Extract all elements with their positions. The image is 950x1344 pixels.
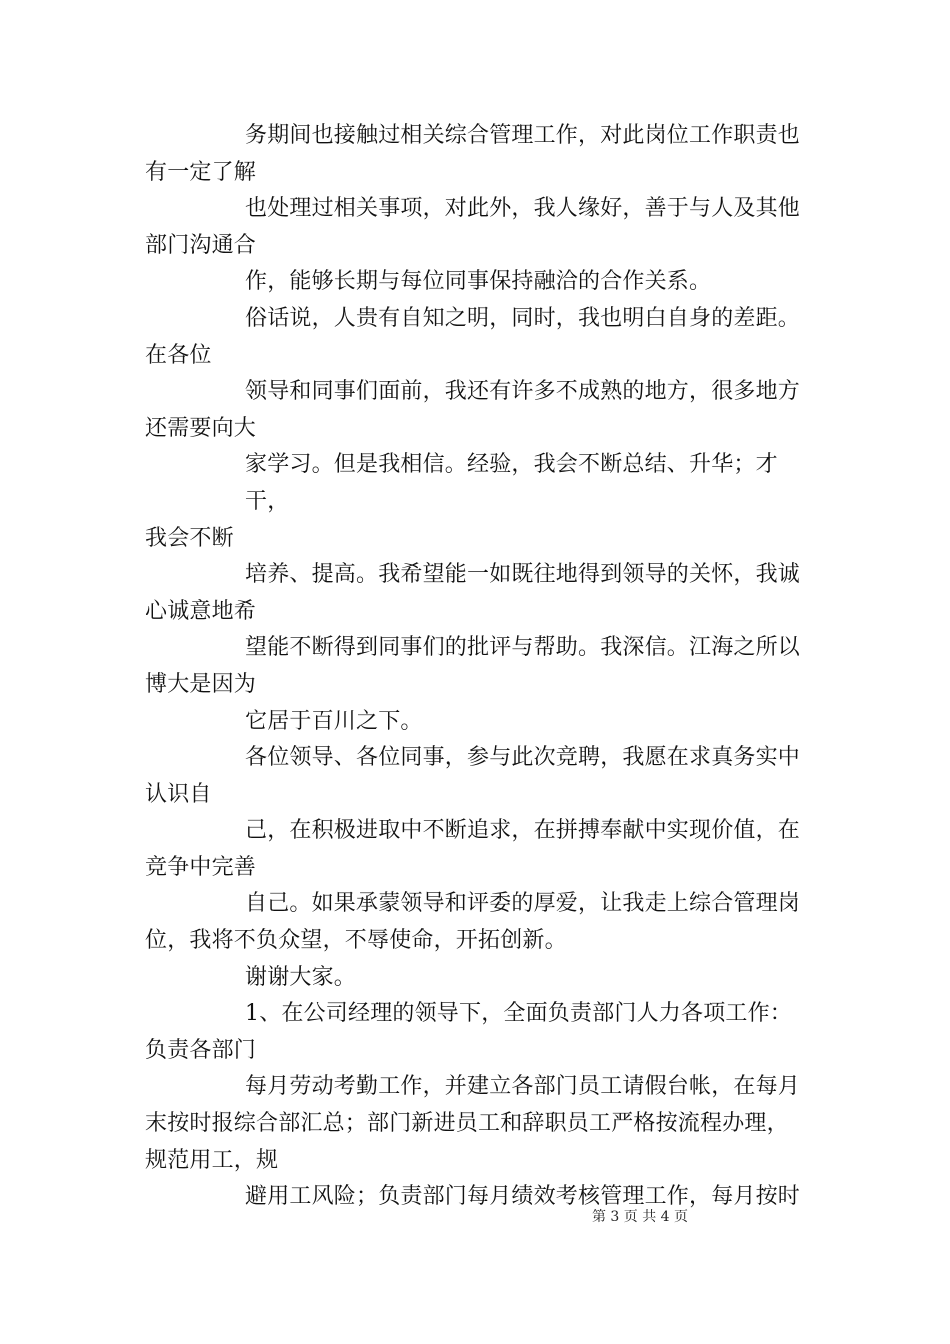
text-line: 每月劳动考勤工作，并建立各部门员工请假台帐，在每月	[245, 1074, 801, 1100]
text-line: 部门沟通合	[145, 232, 257, 258]
text-line: 末按时报综合部汇总；部门新进员工和辞职员工严格按流程办理，	[145, 1111, 789, 1137]
text-line: 我会不断	[145, 525, 234, 551]
text-line: 博大是因为	[145, 671, 257, 697]
text-line: 各位领导、各位同事，参与此次竞聘，我愿在求真务实中	[245, 745, 801, 771]
text-line: 望能不断得到同事们的批评与帮助。我深信。江海之所以	[245, 635, 801, 661]
text-line: 位，我将不负众望，不辱使命，开拓创新。	[145, 928, 567, 954]
text-line: 规范用工，规	[145, 1147, 279, 1173]
text-line: 谢谢大家。	[245, 964, 357, 990]
page-number-label: 第 3 页 共 4 页	[591, 1209, 689, 1225]
text-line: 领导和同事们面前，我还有许多不成熟的地方，很多地方	[245, 379, 801, 405]
text-line: 负责各部门	[145, 1037, 257, 1063]
text-line: 认识自	[145, 781, 212, 807]
text-line: 心诚意地希	[145, 598, 257, 624]
text-line: 竞争中完善	[145, 854, 257, 880]
text-line: 还需要向大	[145, 415, 257, 441]
document-body	[145, 118, 815, 1216]
text-line: 避用工风险；负责部门每月绩效考核管理工作，每月按时	[245, 1184, 801, 1210]
text-line: 己，在积极进取中不断追求，在拼搏奉献中实现价值，在	[245, 818, 801, 844]
text-line: 1、在公司经理的领导下，全面负责部门人力各项工作：	[245, 1001, 792, 1027]
text-line: 也处理过相关事项，对此外，我人缘好，善于与人及其他	[245, 196, 801, 222]
text-line: 自己。如果承蒙领导和评委的厚爱，让我走上综合管理岗	[245, 891, 801, 917]
text-line: 家学习。但是我相信。经验，我会不断总结、升华；才干，	[245, 452, 778, 514]
text-line: 俗话说，人贵有自知之明，同时，我也明白自身的差距。	[245, 305, 801, 331]
text-line: 务期间也接触过相关综合管理工作，对此岗位工作职责也	[245, 123, 801, 148]
text-line: 它居于百川之下。	[245, 708, 423, 734]
text-line: 培养、提高。我希望能一如既往地得到领导的关怀，我诚	[245, 562, 801, 588]
page-footer	[0, 1206, 950, 1226]
text-line: 有一定了解	[145, 159, 257, 185]
paragraph-lines	[145, 118, 815, 1216]
text-line: 作，能够长期与每位同事保持融洽的合作关系。	[245, 269, 712, 295]
text-line: 在各位	[145, 342, 212, 368]
